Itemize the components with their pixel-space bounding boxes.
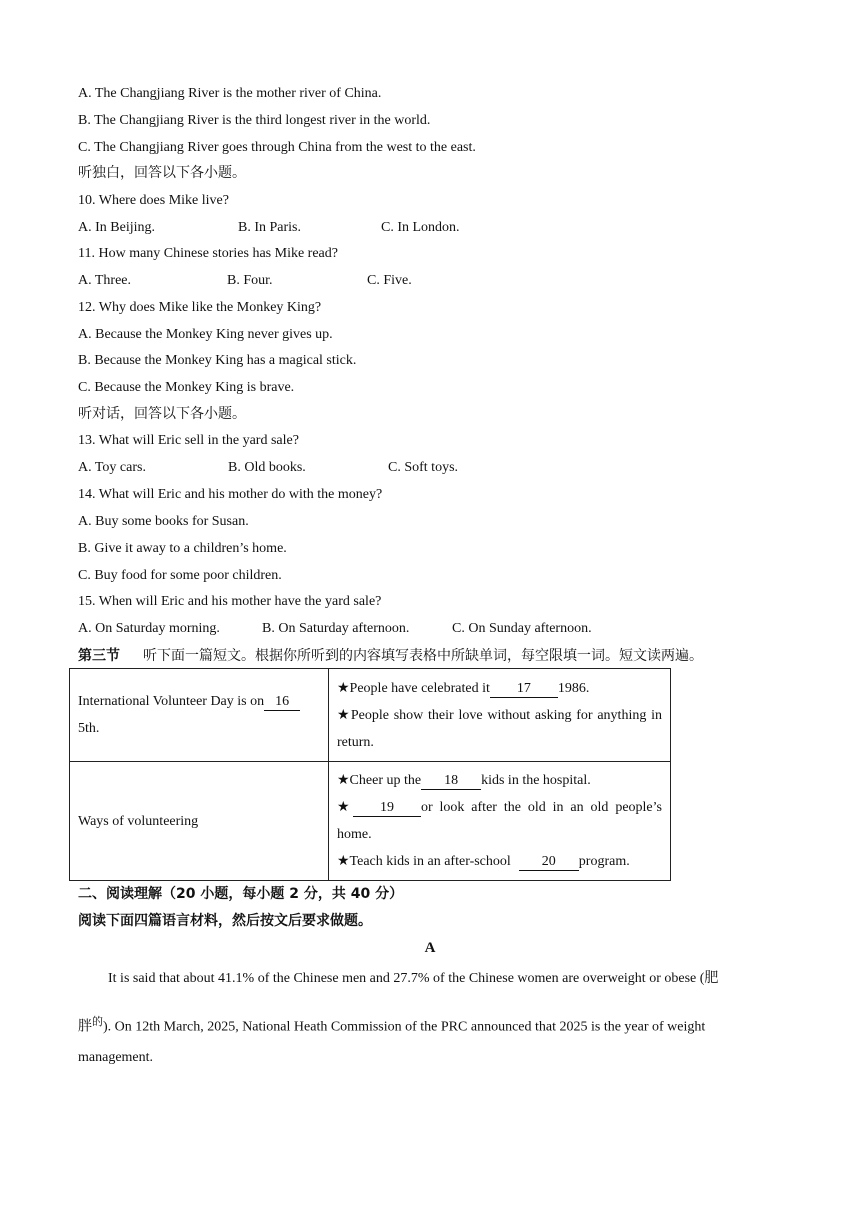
blank-18[interactable]: 18 [421, 773, 481, 790]
q14-option-c[interactable]: C. Buy food for some poor children. [78, 568, 282, 583]
q10-option-c[interactable]: C. In London. [381, 220, 460, 235]
blank-20[interactable]: 20 [519, 854, 579, 871]
table-row [70, 762, 671, 881]
table-cell-date [70, 669, 329, 762]
q15-stem: 15. When will Eric and his mother have the yard sale? [78, 594, 382, 609]
q10-option-a[interactable]: A. In Beijing. [78, 220, 155, 235]
q9-option-a[interactable]: A. The Changjiang River is the mother river of China. [78, 86, 382, 101]
q12-option-c[interactable]: C. Because the Monkey King is brave. [78, 380, 295, 395]
table-cell-ways: Ways of volunteering [70, 762, 329, 881]
q13-option-a[interactable]: A. Toy cars. [78, 460, 146, 475]
way-3: ★Teach kids in an after-school 20 program. [337, 854, 630, 869]
q11-option-a[interactable]: A. Three. [78, 273, 131, 288]
section3-instruction: 听下面一篇短文。根据你所听到的内容填写表格中所缺单词，每空限填一词。短文读两遍。 [143, 649, 703, 664]
section3-label: 第三节 [78, 648, 120, 664]
passage-a-text-2: ). On 12th March, 2025, National Heath Commission of the PRC announced that 2025 is the year of weight [103, 1019, 706, 1035]
blank-17[interactable]: 17 [490, 681, 558, 698]
way-2: ★ 19 or look after the old in an old people’s home. [337, 800, 662, 842]
part2-title: 二、阅读理解（20 小题，每小题 2 分，共 40 分） [78, 886, 404, 902]
q12-option-b[interactable]: B. Because the Monkey King has a magical stick. [78, 353, 357, 368]
q11-option-b[interactable]: B. Four. [227, 273, 273, 288]
dialogue-instruction: 听对话，回答以下各小题。 [78, 407, 246, 422]
q10-option-b[interactable]: B. In Paris. [238, 220, 301, 235]
q13-option-b[interactable]: B. Old books. [228, 460, 306, 475]
date-suffix: 5th. [78, 721, 100, 736]
way-1: ★Cheer up the 18 kids in the hospital. [337, 773, 591, 788]
q10-stem: 10. Where does Mike live? [78, 193, 229, 208]
passage-a-line-3: management. [78, 1050, 154, 1065]
q15-option-b[interactable]: B. On Saturday afternoon. [262, 621, 410, 636]
q9-option-b[interactable]: B. The Changjiang River is the third longest river in the world. [78, 113, 431, 128]
passage-label: A [424, 940, 436, 956]
passage-a-line-2 [78, 1013, 705, 1037]
q15-option-c[interactable]: C. On Sunday afternoon. [452, 621, 592, 636]
q14-option-b[interactable]: B. Give it away to a children’s home. [78, 541, 287, 556]
q12-option-a[interactable]: A. Because the Monkey King never gives up. [78, 327, 333, 342]
gloss-text: 胖 [78, 1019, 92, 1035]
table-cell-facts [329, 669, 671, 762]
blank-19[interactable]: 19 [353, 800, 421, 817]
q11-option-c[interactable]: C. Five. [367, 273, 412, 288]
table-cell-ways-list [329, 762, 671, 881]
q14-stem: 14. What will Eric and his mother do with the money? [78, 487, 383, 502]
gloss-sup: 的 [92, 1016, 103, 1028]
q12-stem: 12. Why does Mike like the Monkey King? [78, 300, 322, 315]
q15-option-a[interactable]: A. On Saturday morning. [78, 621, 220, 636]
table-row [70, 669, 671, 762]
part2-instruction: 阅读下面四篇语言材料，然后按文后要求做题。 [78, 913, 372, 929]
q9-option-c[interactable]: C. The Changjiang River goes through China from the west to the east. [78, 140, 476, 155]
fact-2: ★People show their love without asking for anything in return. [337, 707, 662, 750]
q13-option-c[interactable]: C. Soft toys. [388, 460, 459, 475]
fill-in-table [69, 668, 671, 881]
date-prefix: International Volunteer Day is on [78, 694, 265, 709]
q13-stem: 13. What will Eric sell in the yard sale? [78, 433, 299, 448]
q14-option-a[interactable]: A. Buy some books for Susan. [78, 514, 249, 529]
monologue-instruction: 听独白，回答以下各小题。 [78, 166, 246, 181]
blank-16[interactable]: 16 [264, 694, 300, 711]
passage-a-line-1: It is said that about 41.1% of the Chinese men and 27.7% of the Chinese women are overweight or obese (肥 [108, 971, 719, 986]
q11-stem: 11. How many Chinese stories has Mike read? [78, 246, 338, 261]
section3-header [78, 647, 703, 666]
fact-1: ★People have celebrated it 17 1986. [337, 680, 590, 696]
